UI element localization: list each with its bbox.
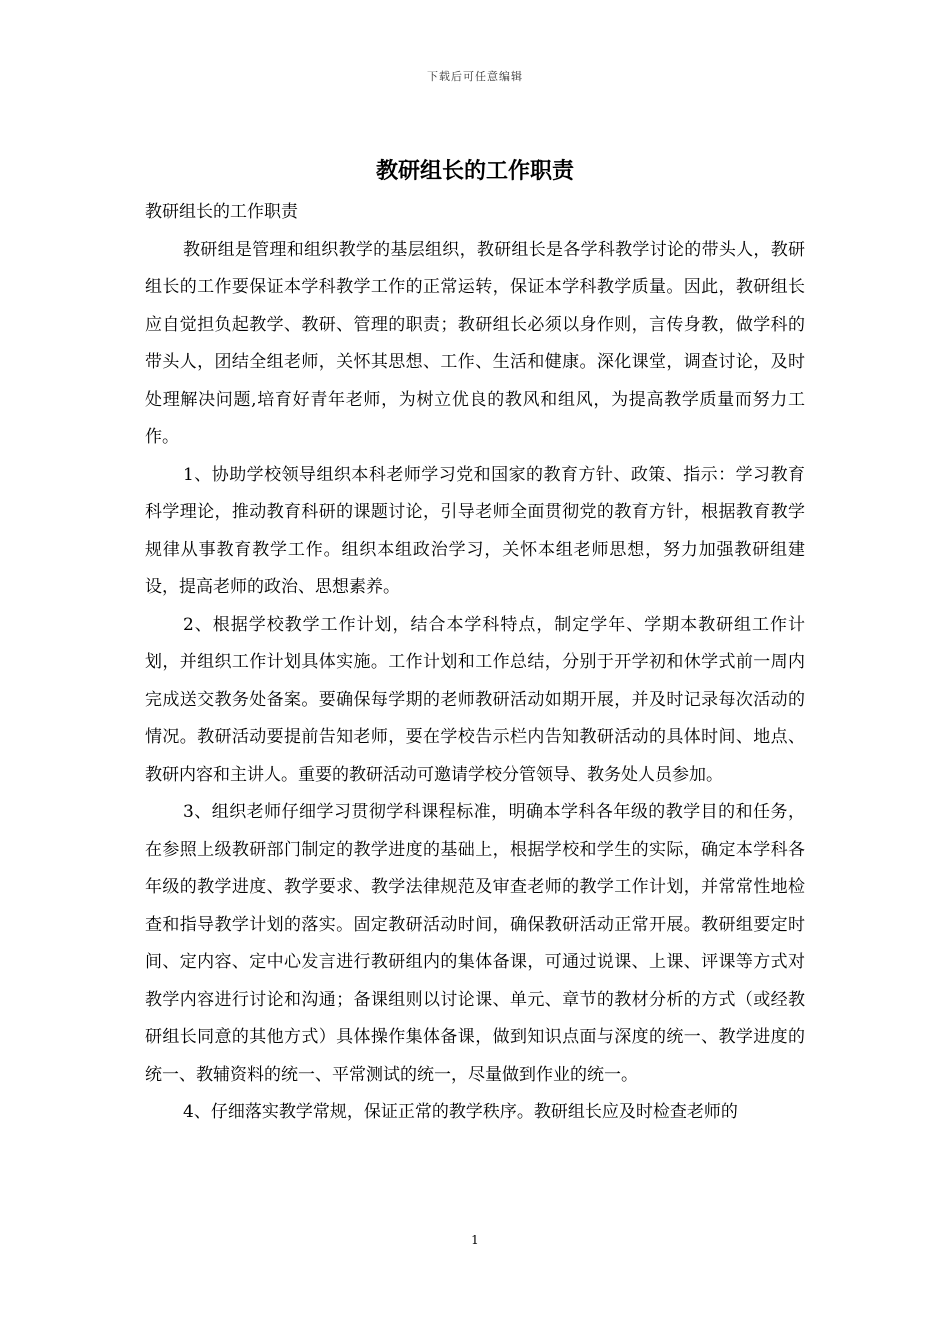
paragraph-item-2: 2、根据学校教学工作计划，结合本学科特点，制定学年、学期本教研组工作计划，并组织工作计划具体实施。工作计划和工作总结，分别于开学初和休学式前一周内完成送交教务处备案。要确保每学期的老师教研活动如期开展，并及时记录每次活动的情况。教研活动要提前告知老师，要在学校告示栏内告知教研活动的具体时间、地点、教研内容和主讲人。重要的教研活动可邀请学校分管领导、教务处人员参加。	[145, 614, 805, 785]
paragraph-intro: 教研组是管理和组织教学的基层组织，教研组长是各学科教学讨论的带头人，教研组长的工作要保证本学科教学工作的正常运转，保证本学科教学质量。因此，教研组长应自觉担负起教学、教研、管理的职责；教研组长必须以身作则，言传身教，做学科的带头人，团结全组老师，关怀其思想、工作、生活和健康。深化课堂，调查讨论，及时处理解决问题,培育好青年老师，为树立优良的教风和组风，为提高教学质量而努力工作。	[145, 239, 805, 447]
document-title: 教研组长的工作职责	[375, 158, 574, 184]
page-header-note: 下载后可任意编辑	[427, 70, 523, 83]
paragraph-item-1: 1、协助学校领导组织本科老师学习党和国家的教育方针、政策、指示：学习教育科学理论，推动教育科研的课题讨论，引导老师全面贯彻党的教育方针，根据教育教学规律从事教育教学工作。组织本组政治学习，关怀本组老师思想，努力加强教研组建设，提高老师的政治、思想素养。	[145, 464, 805, 597]
paragraph-item-3: 3、组织老师仔细学习贯彻学科课程标准，明确本学科各年级的教学目的和任务，在参照上级教研部门制定的教学进度的基础上，根据学校和学生的实际，确定本学科各年级的教学进度、教学要求、教学法律规范及审查老师的教学工作计划，并常常性地检查和指导教学计划的落实。固定教研活动时间，确保教研活动正常开展。教研组要定时间、定内容、定中心发言进行教研组内的集体备课，可通过说课、上课、评课等方式对教学内容进行讨论和沟通；备课组则以讨论课、单元、章节的教材分析的方式（或经教研组长同意的其他方式）具体操作集体备课，做到知识点面与深度的统一、教学进度的统一、教辅资料的统一、平常测试的统一，尽量做到作业的统一。	[145, 802, 805, 1085]
page-number: 1	[471, 1233, 479, 1247]
document-subtitle: 教研组长的工作职责	[145, 202, 298, 222]
paragraph-item-4: 4、仔细落实教学常规，保证正常的教学秩序。教研组长应及时检查老师的	[183, 1102, 738, 1122]
document-body	[145, 194, 805, 1132]
